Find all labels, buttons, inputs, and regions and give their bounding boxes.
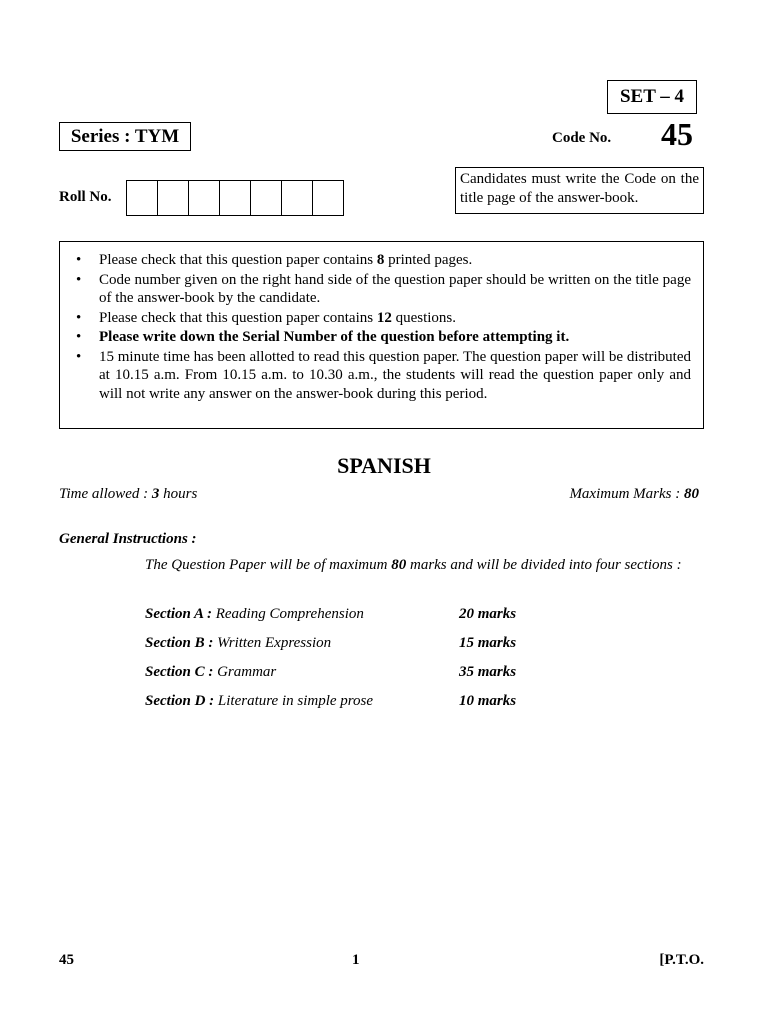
code-value: 45: [661, 116, 693, 152]
time-allowed-prefix: Time allowed :: [59, 486, 152, 502]
roll-number-box: [219, 180, 251, 216]
section-name: Literature in simple prose: [217, 693, 374, 709]
instruction-item: [72, 271, 691, 308]
section-row: [145, 693, 373, 710]
instruction-text: Code number given on the right hand side of the question paper should be written on the title page of the answer-book by the candidate.: [99, 271, 691, 306]
instruction-text: questions.: [391, 309, 457, 326]
instruction-text: Please check that this question paper contains: [99, 309, 377, 326]
bullet-icon: •: [76, 348, 82, 365]
page-number: 1: [352, 952, 360, 968]
bullet-icon: •: [76, 329, 82, 345]
instruction-text: printed pages.: [384, 252, 473, 268]
section-marks: 20 marks: [459, 606, 517, 622]
section-name: Reading Comprehension: [215, 606, 364, 622]
instruction-emphasis: 8: [376, 252, 385, 268]
roll-number-box: [126, 180, 158, 216]
roll-number-box: [312, 180, 344, 216]
instruction-text: Please check that this question paper contains: [99, 252, 377, 268]
footer-pto: [P.T.O.: [659, 952, 704, 968]
candidates-note: Candidates must write the Code on the title page of the answer-book.: [455, 167, 704, 214]
section-label: Section D :: [145, 693, 215, 709]
footer-code: 45: [59, 952, 74, 968]
section-row: [145, 664, 276, 681]
instructions-list: [72, 251, 691, 403]
intro-value: 80: [391, 557, 407, 573]
bullet-icon: •: [76, 309, 82, 326]
intro-suffix: marks and will be divided into four sections :: [406, 557, 682, 573]
bullet-icon: •: [76, 252, 82, 268]
section-marks: 15 marks: [459, 635, 517, 651]
roll-number-box: [250, 180, 282, 216]
bullet-icon: •: [76, 271, 82, 288]
intro-prefix: The Question Paper will be of maximum: [145, 557, 392, 573]
general-instructions-intro: [145, 553, 698, 578]
maximum-marks-prefix: Maximum Marks :: [569, 486, 684, 502]
time-allowed-value: 3: [151, 486, 160, 502]
subject-title: SPANISH: [337, 453, 431, 478]
maximum-marks: [569, 486, 699, 503]
roll-label: Roll No.: [59, 189, 112, 205]
roll-number-box: [157, 180, 189, 216]
section-name: Grammar: [217, 664, 277, 680]
instruction-text: 15 minute time has been allotted to read this question paper. The question paper will be distributed at 10.15 a.m. From 10.15 a.m. to 10.30 a.m., the students will read the question paper only and will not write any answer on the answer-book during this period.: [99, 348, 691, 402]
instruction-emphasis: Please write down the Serial Number of the question before attempting it.: [99, 329, 570, 345]
section-row: [145, 635, 331, 652]
instruction-item: [72, 348, 691, 404]
section-label: Section A :: [145, 606, 212, 622]
instruction-item: [72, 328, 691, 347]
code-label: Code No.: [552, 130, 612, 146]
section-marks: 35 marks: [459, 664, 517, 680]
set-label: SET – 4: [607, 80, 697, 114]
section-label: Section C :: [145, 664, 214, 680]
roll-number-box: [281, 180, 313, 216]
section-marks: 10 marks: [459, 693, 517, 709]
time-allowed: [59, 486, 197, 503]
section-label: Section B :: [145, 635, 214, 651]
maximum-marks-value: 80: [684, 486, 699, 502]
roll-number-box: [188, 180, 220, 216]
section-row: [145, 606, 364, 623]
instruction-item: [72, 309, 691, 328]
instruction-item: [72, 251, 691, 270]
roll-number-boxes: [127, 180, 344, 216]
general-instructions-heading: General Instructions :: [59, 531, 197, 547]
instruction-emphasis: 12: [376, 309, 392, 326]
series-label: Series : TYM: [59, 122, 191, 151]
section-name: Written Expression: [217, 635, 332, 651]
time-allowed-suffix: hours: [159, 486, 198, 502]
instructions-box: [59, 241, 704, 429]
